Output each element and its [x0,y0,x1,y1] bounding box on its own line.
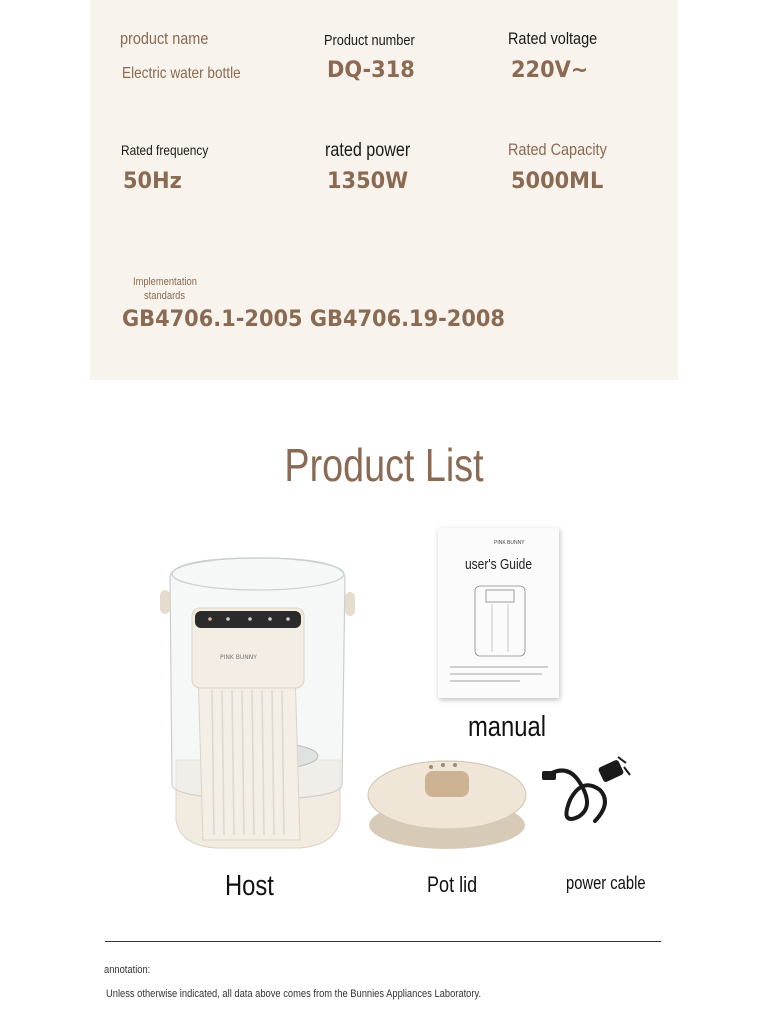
manual-illustration [438,528,559,698]
manual-product-sketch [472,582,528,660]
manual-heading: user's Guide [465,556,532,573]
rated-voltage-value: 220V~ [511,58,589,83]
rated-voltage-label: Rated voltage [508,29,598,48]
product-number-value: DQ-318 [327,58,415,83]
rated-power-value: 1350W [327,169,409,194]
standards-value: GB4706.1-2005 GB4706.19-2008 [122,307,505,332]
power-cable-illustration [540,755,632,833]
pot-lid-illustration [365,755,530,855]
product-number-label: Product number [324,32,415,49]
product-list-title: Product List [284,439,484,491]
standards-label-line2: standards [144,290,186,302]
manual-label: manual [468,711,547,743]
rated-power-label: rated power [325,140,411,161]
annotation-label: annotation: [104,964,151,976]
product-name-label: product name [120,29,209,48]
rated-frequency-label: Rated frequency [121,142,209,158]
pot-lid-label: Pot lid [427,872,478,897]
footer-note: Unless otherwise indicated, all data above comes from the Bunnies Appliances Laboratory. [106,988,482,1000]
rated-capacity-label: Rated Capacity [508,140,607,159]
standards-label-line1: Implementation [133,276,197,288]
manual-brand-text: PINK BUNNY [494,540,525,546]
footer-divider [105,941,661,942]
host-brand-text: PINK BUNNY [220,654,257,661]
host-illustration [150,550,365,855]
rated-capacity-value: 5000ML [511,169,604,194]
host-label: Host [225,870,274,902]
power-cable-label: power cable [566,873,646,893]
rated-frequency-value: 50Hz [123,169,182,194]
product-name-value: Electric water bottle [122,65,241,82]
